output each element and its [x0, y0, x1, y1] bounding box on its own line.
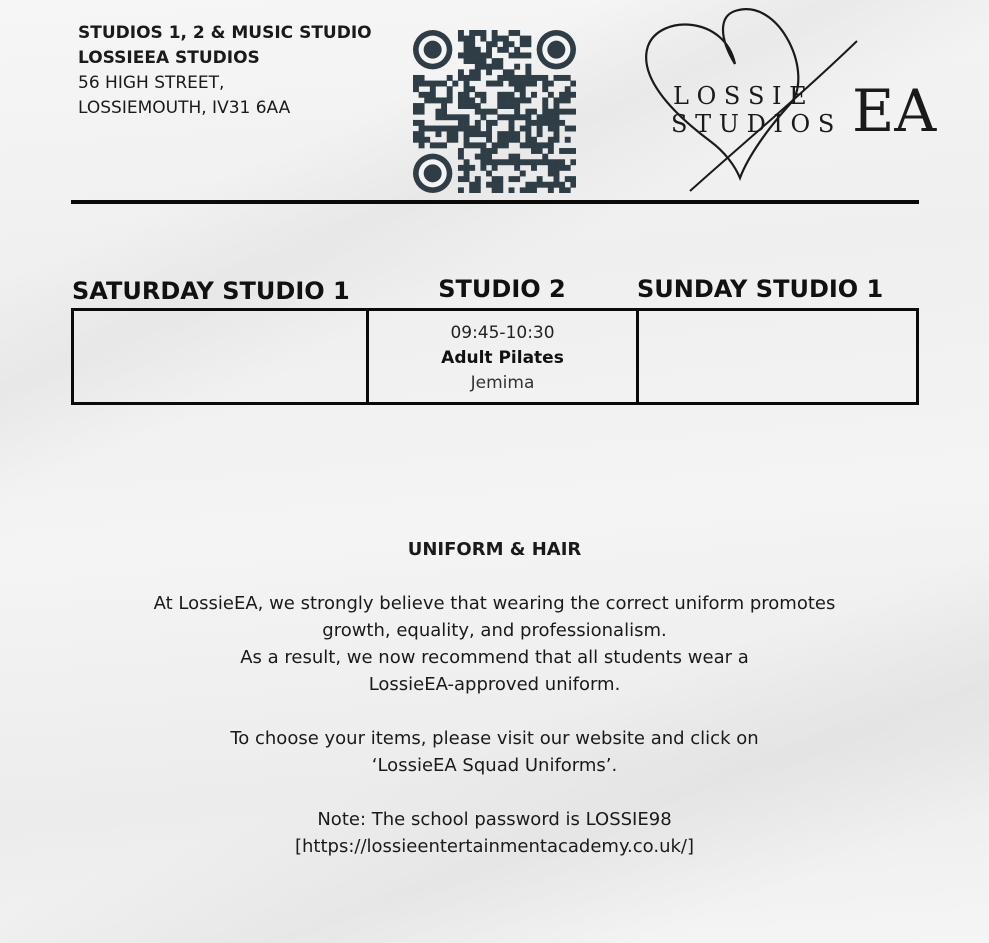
session-time: 09:45-10:30 — [450, 323, 555, 343]
uniform-text-line: growth, equality, and professionalism. — [322, 620, 667, 641]
uniform-text-line: At LossieEA, we strongly believe that wearing the correct uniform promotes — [153, 593, 836, 614]
address-street: 56 HIGH STREET, — [78, 73, 225, 93]
studio2-cell — [369, 311, 639, 402]
saturday-studio1-cell — [74, 311, 369, 402]
sunday-studio1-cell — [639, 311, 916, 402]
session-instructor: Jemima — [470, 373, 535, 393]
uniform-text-line: ‘LossieEA Squad Uniforms’. — [371, 755, 618, 776]
uniform-text-line: LossieEA-approved uniform. — [368, 674, 621, 695]
logo-ea-mark: EA — [852, 77, 937, 145]
uniform-text-line: To choose your items, please visit our website and click on — [230, 728, 759, 749]
logo-lossie-text: L O S S I E — [673, 82, 807, 110]
timetable-grid — [71, 308, 919, 405]
heading-saturday-studio1: SATURDAY STUDIO 1 — [72, 277, 350, 305]
studio-address — [78, 21, 372, 121]
address-town: LOSSIEMOUTH, IV31 6AA — [78, 98, 291, 118]
uniform-section — [0, 537, 989, 860]
qr-code-icon[interactable] — [413, 30, 576, 193]
session-class: Adult Pilates — [441, 348, 564, 368]
password-note: Note: The school password is LOSSIE98 — [317, 809, 672, 830]
lossieea-studios-logo — [640, 6, 940, 196]
heading-studio2: STUDIO 2 — [438, 275, 566, 303]
logo-studios-text: S T U D I O S — [671, 110, 835, 138]
header-divider — [71, 200, 919, 204]
address-venue: LOSSIEEA STUDIOS — [78, 48, 260, 68]
uniform-text-line: As a result, we now recommend that all students wear a — [240, 647, 749, 668]
heading-sunday-studio1: SUNDAY STUDIO 1 — [637, 275, 884, 303]
website-link[interactable]: [https://lossieentertainmentacademy.co.uk/] — [294, 836, 694, 857]
address-studios: STUDIOS 1, 2 & MUSIC STUDIO — [78, 23, 372, 43]
uniform-title: UNIFORM & HAIR — [407, 539, 582, 560]
